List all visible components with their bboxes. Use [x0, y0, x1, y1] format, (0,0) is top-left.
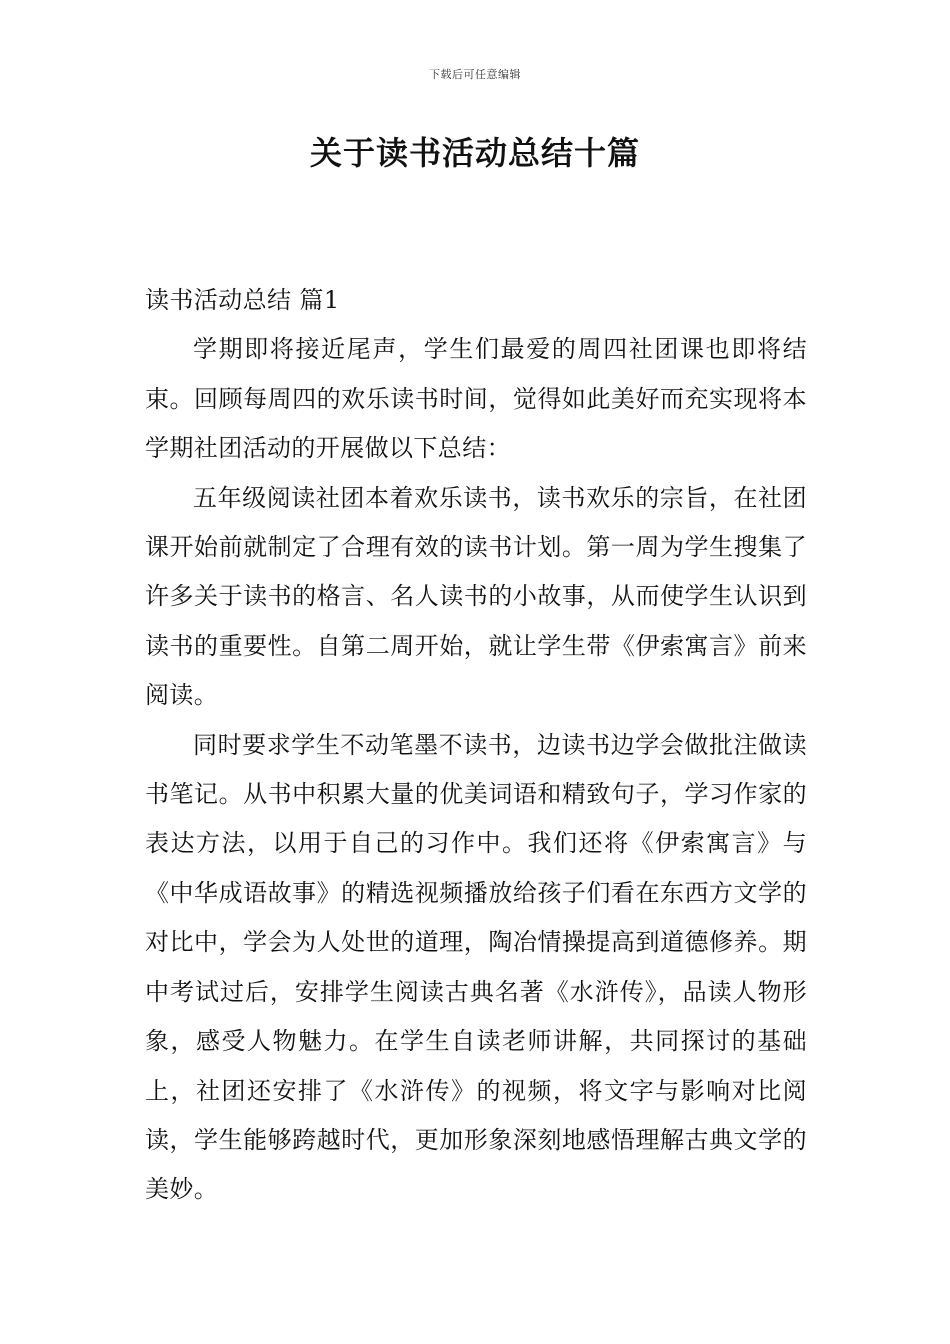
document-title: 关于读书活动总结十篇	[309, 134, 640, 172]
header-note: 下载后可任意编辑	[429, 68, 521, 81]
paragraph-3: 同时要求学生不动笔墨不读书，边读书边学会做批注做读书笔记。从书中积累大量的优美词语和精致句子，学习作家的表达方法，以用于自己的习作中。我们还将《伊索寓言》与《中华成语故事》的精选视频播放给孩子们看在东西方文学的对比中，学会为人处世的道理，陶冶情操提高到道德修养。期中考试过后，安排学生阅读古典名著《水浒传》，品读人物形象，感受人物魅力。在学生自读老师讲解，共同探讨的基础上，社团还安排了《水浒传》的视频，将文字与影响对比阅读，学生能够跨越时代，更加形象深刻地感悟理解古典文学的美妙。	[145, 730, 807, 1204]
section-heading: 读书活动总结 篇1	[145, 286, 340, 314]
document-body	[145, 276, 807, 1215]
paragraph-2: 五年级阅读社团本着欢乐读书，读书欢乐的宗旨，在社团课开始前就制定了合理有效的读书计划。第一周为学生搜集了许多关于读书的格言、名人读书的小故事，从而使学生认识到读书的重要性。自第二周开始，就让学生带《伊索寓言》前来阅读。	[145, 483, 807, 710]
paragraph-1: 学期即将接近尾声，学生们最爱的周四社团课也即将结束。回顾每周四的欢乐读书时间，觉得如此美好而充实现将本学期社团活动的开展做以下总结：	[145, 335, 807, 463]
